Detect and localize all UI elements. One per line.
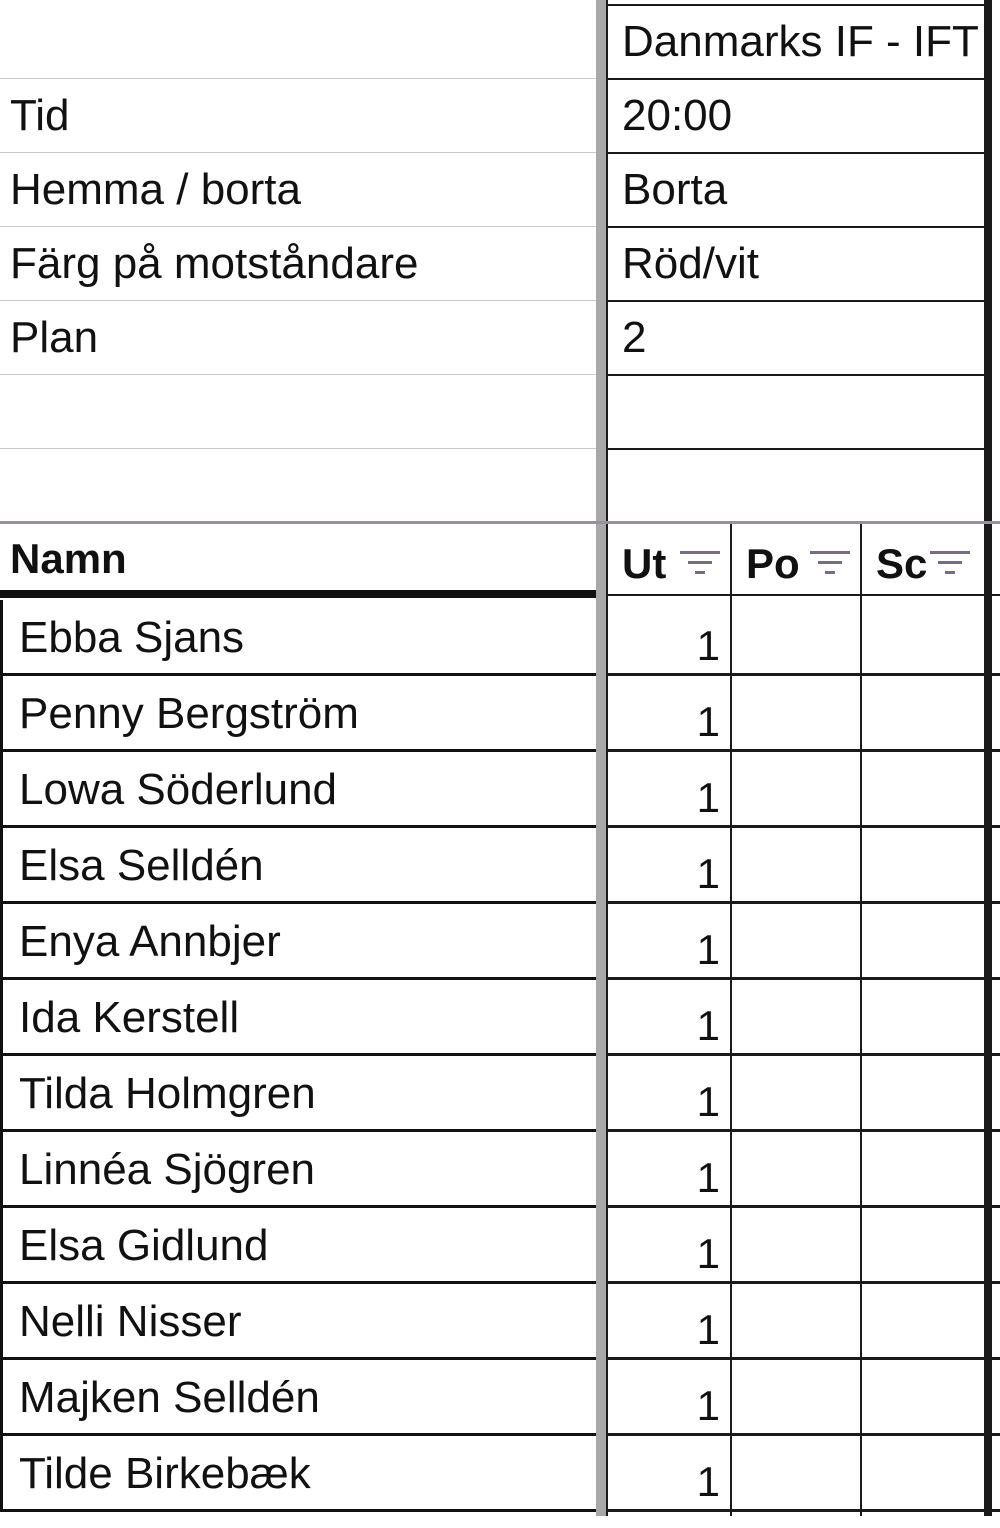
ut-cell[interactable]: 1 [696,698,720,745]
ut-cell[interactable]: 1 [696,622,720,669]
table-row [0,980,1000,1056]
po-cell[interactable] [732,1436,860,1509]
po-cell[interactable] [732,1208,860,1281]
table-row [0,600,1000,676]
player-name-cell[interactable]: Majken Selldén [0,1360,596,1436]
po-cell[interactable] [732,980,860,1053]
table-row [0,1436,1000,1512]
sc-cell[interactable] [862,1132,984,1205]
table-row [0,1056,1000,1132]
column-header-sc-label: Sc [876,540,928,587]
table-row [0,904,1000,980]
filter-line [810,551,850,554]
sc-cell[interactable] [862,1284,984,1357]
filter-line [688,561,712,564]
info-label-opponent-color[interactable]: Färg på motståndare [0,226,596,300]
name-column-header[interactable]: Namn [10,535,127,582]
po-cell[interactable] [732,752,860,825]
ut-cell[interactable]: 1 [696,850,720,897]
column-header-ut-label: Ut [622,540,667,587]
filter-icon[interactable] [928,551,972,579]
ut-cell[interactable]: 1 [696,1154,720,1201]
player-name-cell[interactable]: Tilde Birkebæk [0,1436,596,1512]
table-row [0,828,1000,904]
table-row [0,1132,1000,1208]
ut-cell[interactable]: 1 [696,1458,720,1505]
info-row-empty-2 [0,448,1000,522]
table-row [0,1208,1000,1284]
info-value-empty-1[interactable] [608,374,986,448]
home-away-cell[interactable]: Borta [608,152,986,226]
filter-line [945,571,955,574]
filter-line [818,561,842,564]
table-row [0,676,1000,752]
column-header-ut[interactable] [608,524,730,596]
opponent-color-cell[interactable]: Röd/vit [608,226,986,300]
player-name-cell[interactable]: Elsa Selldén [0,828,596,904]
po-cell[interactable] [732,676,860,749]
filter-icon[interactable] [808,551,852,579]
info-row-match [0,4,1000,78]
po-cell[interactable] [732,1056,860,1129]
sc-cell[interactable] [862,1436,984,1509]
info-value-empty-2[interactable] [608,448,986,522]
info-row-home-away [0,152,1000,226]
pitch-cell[interactable]: 2 [608,300,986,374]
info-row-opponent-color [0,226,1000,300]
sc-cell[interactable] [862,752,984,825]
info-label-pitch[interactable]: Plan [0,300,596,374]
player-name-cell[interactable]: Enya Annbjer [0,904,596,980]
sc-cell[interactable] [862,828,984,901]
filter-line [930,551,970,554]
ut-cell[interactable]: 1 [696,1382,720,1429]
player-name-cell[interactable]: Penny Bergström [0,676,596,752]
po-cell[interactable] [732,904,860,977]
ut-cell[interactable]: 1 [696,926,720,973]
ut-cell[interactable]: 1 [696,774,720,821]
info-label-empty-2[interactable] [0,448,596,522]
player-name-cell[interactable]: Linnéa Sjögren [0,1132,596,1208]
header-bottom-border [608,594,1000,596]
sc-cell[interactable] [862,980,984,1053]
ut-cell[interactable]: 1 [696,1002,720,1049]
player-name-cell[interactable]: Lowa Söderlund [0,752,596,828]
sc-cell[interactable] [862,600,984,673]
player-name-cell[interactable]: Tilda Holmgren [0,1056,596,1132]
ut-cell[interactable]: 1 [696,1078,720,1125]
po-cell[interactable] [732,1284,860,1357]
player-name-cell[interactable]: Nelli Nisser [0,1284,596,1360]
filter-line [680,551,720,554]
info-row-pitch [0,300,1000,374]
po-cell[interactable] [732,1132,860,1205]
filter-line [695,571,705,574]
info-label-empty[interactable] [0,4,596,78]
info-label-empty-1[interactable] [0,374,596,448]
player-name-cell[interactable]: Elsa Gidlund [0,1208,596,1284]
table-row [0,752,1000,828]
info-row-empty-1 [0,374,1000,448]
column-header-po[interactable] [732,524,860,596]
ut-cell[interactable]: 1 [696,1306,720,1353]
row-border [608,1509,1000,1512]
po-cell[interactable] [732,828,860,901]
column-header-sc[interactable] [862,524,984,596]
match-cell[interactable]: Danmarks IF - IFT [608,4,986,78]
filter-icon[interactable] [678,551,722,579]
sc-cell[interactable] [862,1056,984,1129]
info-label-time[interactable]: Tid [0,78,596,152]
po-cell[interactable] [732,600,860,673]
ut-cell[interactable]: 1 [696,1230,720,1277]
filter-line [825,571,835,574]
time-cell[interactable]: 20:00 [608,78,986,152]
table-row [0,1284,1000,1360]
info-label-home-away[interactable]: Hemma / borta [0,152,596,226]
sc-cell[interactable] [862,676,984,749]
sc-cell[interactable] [862,904,984,977]
sc-cell[interactable] [862,1360,984,1433]
table-row [0,1360,1000,1436]
po-cell[interactable] [732,1360,860,1433]
name-header-underline [0,590,596,598]
info-row-time [0,78,1000,152]
player-name-cell[interactable]: Ida Kerstell [0,980,596,1056]
sc-cell[interactable] [862,1208,984,1281]
player-name-cell[interactable]: Ebba Sjans [0,600,596,676]
column-header-po-label: Po [746,540,800,587]
filter-line [938,561,962,564]
